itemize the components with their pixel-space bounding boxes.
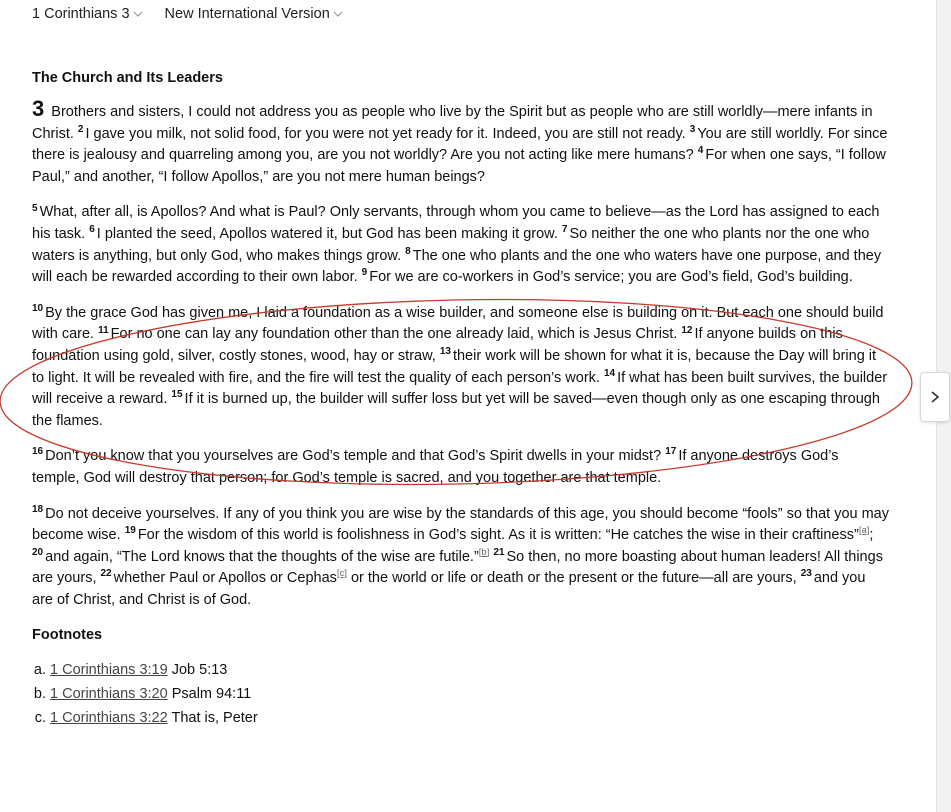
verse-text: You are still worldly. For since there is jealousy and quarreling among you, are you not worldly? Are you not acting like mere humans? bbox=[32, 125, 888, 164]
verse-number: 5 bbox=[32, 202, 38, 214]
verse-number: 20 bbox=[32, 546, 44, 558]
verse-text: and again, “The Lord knows that the thoughts of the wise are futile.” bbox=[45, 548, 479, 565]
verse-number: 15 bbox=[171, 389, 183, 401]
book-chapter-label: 1 Corinthians 3 bbox=[32, 6, 130, 22]
passage-paragraph bbox=[32, 202, 890, 288]
chapter-number: 3 bbox=[32, 96, 45, 121]
verse-text: If anyone builds on this foundation using gold, silver, costly stones, wood, hay or straw, bbox=[32, 326, 843, 364]
footnote-marker-link[interactable]: [c] bbox=[336, 568, 347, 580]
verse-number: 12 bbox=[681, 324, 693, 336]
verse-number: 3 bbox=[689, 123, 696, 135]
verse-text: If it is burned up, the builder will suffer loss but yet will be saved—even though only as one escaping through the flames. bbox=[32, 391, 880, 429]
verse-number: 17 bbox=[665, 446, 677, 458]
verse-text: Do not deceive yourselves. If any of you think you are wise by the standards of this age, you should become “fools” so that you may become wise. bbox=[32, 505, 889, 544]
section-heading: The Church and Its Leaders bbox=[32, 70, 223, 86]
footnote-reference-link[interactable]: 1 Corinthians 3:19 bbox=[50, 662, 168, 679]
verse-number: 2 bbox=[77, 123, 84, 135]
verse-number: 11 bbox=[98, 324, 109, 336]
footnote-item bbox=[50, 660, 890, 681]
verse-number: 13 bbox=[439, 346, 451, 358]
footnote-item bbox=[50, 708, 890, 729]
footnote-reference-link[interactable]: 1 Corinthians 3:20 bbox=[50, 686, 168, 703]
version-label: New International Version bbox=[164, 6, 330, 22]
next-chapter-button[interactable] bbox=[920, 372, 950, 422]
version-dropdown[interactable] bbox=[165, 6, 343, 22]
verse-text: So then, no more boasting about human leaders! All things are yours, bbox=[32, 548, 883, 587]
verse-text: For when one says, “I follow Paul,” and another, “I follow Apollos,” are you not mere human beings? bbox=[32, 147, 886, 185]
footnote-marker-link[interactable]: [b] bbox=[478, 546, 490, 558]
footnote-marker-link[interactable]: [a] bbox=[858, 525, 870, 537]
verse-number: 6 bbox=[89, 224, 95, 236]
verse-number: 23 bbox=[800, 568, 812, 580]
verse-text: Brothers and sisters, I could not address you as people who live by the Spirit but as people who are still worldly—mere infants in Christ. bbox=[32, 104, 873, 142]
verse-text: their work will be shown for what it is, because the Day will bring it to light. It will be revealed with fire, and the fire will test the quality of each person’s work. bbox=[32, 347, 877, 386]
verse-text: For we are co-workers in God’s service; you are God’s field, God’s building. bbox=[369, 269, 853, 286]
verse-number: 8 bbox=[405, 245, 411, 257]
verse-text: The one who plants and the one who waters have one purpose, and they will each be rewarded according to their own labor. bbox=[32, 247, 882, 286]
verse-text: I planted the seed, Apollos watered it, but God has been making it grow. bbox=[96, 225, 562, 242]
passage-toolbar bbox=[32, 4, 343, 24]
footnotes-list bbox=[32, 660, 890, 729]
verse-number: 4 bbox=[697, 145, 704, 157]
verse-text: ; bbox=[869, 527, 874, 544]
verse-text: whether Paul or Apollos or Cephas bbox=[113, 570, 337, 587]
footnotes-heading: Footnotes bbox=[32, 627, 103, 644]
passage-paragraph bbox=[32, 303, 890, 433]
passage-paragraph bbox=[32, 504, 890, 612]
footnote-text: Job 5:13 bbox=[171, 662, 228, 679]
verse-number: 16 bbox=[32, 446, 44, 458]
book-chapter-dropdown[interactable] bbox=[32, 6, 143, 22]
verse-number: 21 bbox=[493, 546, 505, 558]
verse-text: If what has been built survives, the builder will receive a reward. bbox=[32, 369, 888, 408]
verse-number: 14 bbox=[603, 367, 616, 379]
footnote-reference-link[interactable]: 1 Corinthians 3:22 bbox=[50, 710, 168, 727]
verse-number: 10 bbox=[32, 302, 44, 314]
verse-text: What, after all, is Apollos? And what is Paul? Only servants, through whom you came to believe—as the Lord has assigned to each his task. bbox=[32, 204, 880, 242]
footnote-text: That is, Peter bbox=[171, 710, 258, 727]
passage-paragraph bbox=[32, 446, 890, 489]
verse-number: 19 bbox=[124, 525, 136, 537]
passage-paragraph bbox=[32, 96, 890, 188]
verse-number: 7 bbox=[561, 224, 568, 236]
verse-text: For the wisdom of this world is foolishness in God’s sight. As it is written: “He catches the wise in their craftiness” bbox=[137, 527, 859, 544]
verse-number: 18 bbox=[32, 503, 44, 515]
passage-text bbox=[32, 96, 890, 611]
footnote-item bbox=[50, 684, 890, 705]
verse-text: or the world or life or death or the present or the future—all are yours, bbox=[346, 570, 801, 587]
chevron-down-icon bbox=[133, 9, 143, 19]
chevron-down-icon bbox=[333, 9, 343, 19]
verse-text: So neither the one who plants nor the one who waters is anything, but only God, who makes things grow. bbox=[32, 225, 870, 264]
footnote-text: Psalm 94:11 bbox=[171, 686, 252, 703]
verse-text: If anyone destroys God’s temple, God will destroy that person; for God’s temple is sacred, and you together are that temple. bbox=[32, 448, 839, 486]
chevron-right-icon bbox=[929, 390, 941, 404]
verse-text: I gave you milk, not solid food, for you were not yet ready for it. Indeed, you are still not ready. bbox=[85, 125, 690, 142]
verse-text: By the grace God has given me, I laid a foundation as a wise builder, and someone else is building on it. But each one should build with care. bbox=[32, 304, 884, 343]
verse-text: For no one can lay any foundation other than the one already laid, which is Jesus Christ. bbox=[110, 326, 682, 343]
verse-text: and you are of Christ, and Christ is of God. bbox=[32, 570, 866, 608]
verse-number: 9 bbox=[361, 267, 368, 279]
verse-number: 22 bbox=[100, 568, 112, 580]
passage-content bbox=[32, 68, 890, 732]
verse-text: Don’t you know that you yourselves are God’s temple and that God’s Spirit dwells in your midst? bbox=[45, 448, 666, 465]
